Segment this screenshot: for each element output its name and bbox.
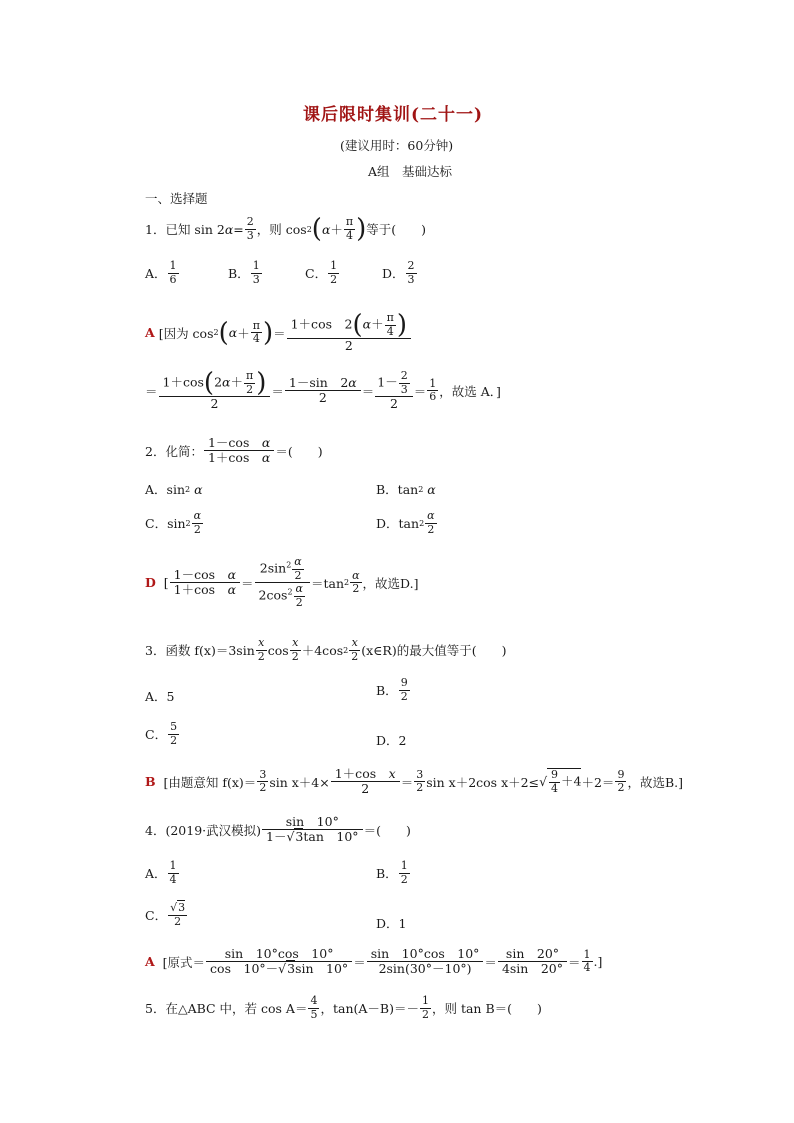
q4-option-a: A． $\frac{1}{4}$ (145, 859, 177, 886)
group-heading: A组 基础达标 (368, 164, 453, 179)
question-3: 3． 函数 f(x)＝3sin $\frac{x}{2}$ cos $\frac{x}{2}$ ＋4cos 2 $\frac{x}{2}$ (x∈R)的最大值等于( ) (145, 636, 507, 663)
q4-option-d: D．1 (376, 916, 407, 931)
q2-option-c: C．sin 2 $\frac{\alpha}{2}$ (145, 509, 202, 536)
q1-option-c: C． $\frac{1}{2}$ (305, 259, 338, 286)
q3-option-a: A．5 (145, 689, 175, 704)
answer-badge: A (145, 325, 155, 341)
question-4: 4． (2019·武汉模拟) $\frac{\sin 10^\circ}{1-√3\tan 10^\circ}$ ＝( ) (145, 814, 411, 845)
q1-option-b: B． $\frac{1}{3}$ (228, 259, 260, 286)
q4-option-c: C． $\frac{√3}{2}$ (145, 901, 186, 928)
q3-option-d: D．2 (376, 733, 407, 748)
q2-solution: D [ $\frac{\text{1－cos α}}{\text{1＋cos α}}$ ＝ $2\sin^2$ $\frac{\alpha}{2}$ $2\cos^2$ $\frac{\alpha}{2}$ ＝tan 2 $\frac{\alpha}{2}$ ，故选D.] (145, 555, 419, 609)
q2-option-a: A．sin 2 α (145, 481, 203, 497)
answer-badge: D (145, 575, 156, 591)
q4-solution: A [原式＝ $\frac{\sin 10^\circ\cos 10^\circ}{\cos 10^\circ-√3\sin 10^\circ}$ ＝ $\frac{\sin 10^\circ\cos 10^\circ}{2\sin(30^\circ-10^\circ)}$ ＝ $\frac{\sin 20^\circ}{4\sin 20^\circ}$ ＝ $\frac{1}{4}$ .] (145, 946, 603, 977)
q1-solution-line1: A [因为 cos 2 ( α ＋ $\frac{\pi}{4}$ ) ＝ 1＋cos 2(α＋ $\frac{\pi}{4}$ ) 2 (145, 312, 412, 354)
q1-option-a: A． $\frac{1}{6}$ (145, 259, 177, 286)
q1-solution-line2: ＝ 1＋cos(2α＋ $\frac{\pi}{2}$ ) 2 ＝ $\frac{1-\sin 2\alpha}{2}$ ＝ 1－ $\frac{2}{3}$ 2 ＝ $\frac{1}{6}$ ，故选 A．] (145, 368, 501, 412)
q3-option-b: B． $\frac{9}{2}$ (376, 676, 408, 703)
question-5: 5． 在△ABC 中，若 cos A＝ $\frac{4}{5}$ ，tan(A－B)＝－ $\frac{1}{2}$ ，则 tan B＝( ) (145, 994, 542, 1021)
section-heading: 一、选择题 (145, 191, 208, 206)
answer-badge: B (145, 774, 156, 790)
q2-option-d: D．tan 2 $\frac{\alpha}{2}$ (376, 509, 435, 536)
q3-option-c: C． $\frac{5}{2}$ (145, 720, 178, 747)
question-1: 1． 已知 sin 2 α = $\frac{2}{3}$ ，则 cos 2 ( α ＋ $\frac{\pi}{4}$ ) 等于( ) (145, 214, 427, 245)
time-note: (建议用时：60分钟) (340, 138, 454, 153)
page-title: 课后限时集训(二十一) (303, 105, 484, 125)
question-2: 2． 化简： $\frac{\text{1－cos α}}{\text{1＋cos α}}$ ＝( ) (145, 435, 323, 466)
q2-option-b: B．tan 2 α (376, 481, 436, 497)
q3-solution: B [由题意知 f(x)＝ $\frac{3}{2}$ sin x＋4× $\frac{\text{1＋cos x}}{2}$ ＝ $\frac{3}{2}$ sin x＋2cos x＋2≤ √ $\frac{9}{4}$ ＋4 ＋2＝ $\frac{9}{2}$ ，故选B.] (145, 766, 683, 797)
q1-option-d: D． $\frac{2}{3}$ (382, 259, 415, 286)
answer-badge: A (145, 954, 155, 970)
q4-option-b: B． $\frac{1}{2}$ (376, 859, 408, 886)
